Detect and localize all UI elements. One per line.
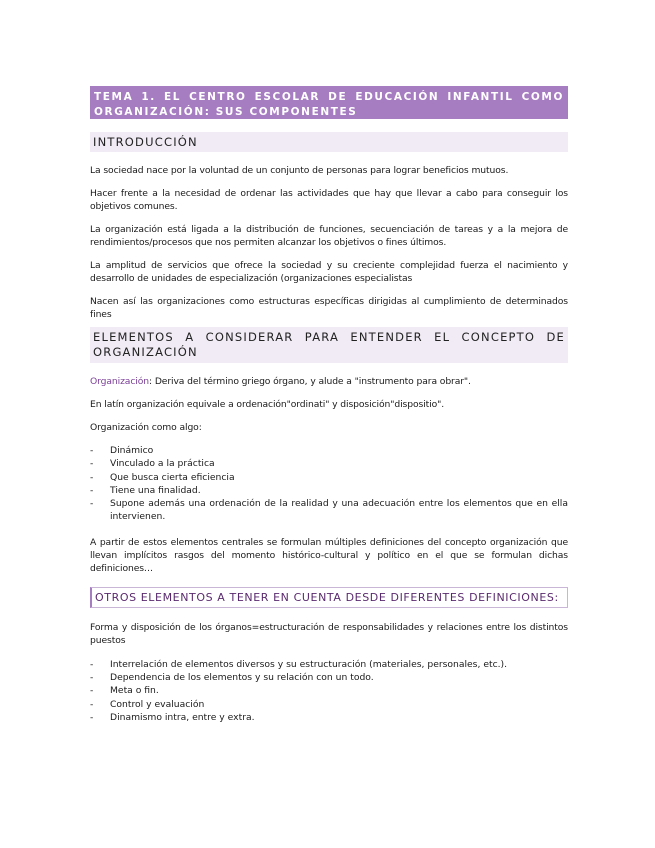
chapter-title-line2: ORGANIZACIÓN: SUS COMPONENTES [94,106,358,118]
dash-bullet: - [90,698,94,710]
organizacion-list [90,444,568,524]
page-content [90,86,568,724]
definition-paragraph [90,375,568,388]
dash-bullet: - [90,711,94,723]
list-item: - Dinamismo intra, entre y extra. [90,711,255,723]
latin-paragraph: En latín organización equivale a ordenación"ordinati" y disposición"dispositio". [90,399,445,410]
elementos-heading-line2: ORGANIZACIÓN [93,345,198,359]
closing-paragraph: A partir de estos elementos centrales se formulan múltiples definiciones del concepto organización que llevan implícitos rasgos del momento histórico-cultural y político en el que se formulan dichas definiciones… [90,536,568,574]
list-item: - Dinámico [90,445,154,456]
elementos-heading [90,327,568,363]
list-item: - Interrelación de elementos diversos y su estructuración (materiales, personales, etc.). [90,658,508,670]
intro-heading: INTRODUCCIÓN [90,132,568,152]
elementos-section [90,375,568,575]
chapter-title-line1: TEMA 1. EL CENTRO ESCOLAR DE EDUCACIÓN INFANTIL COMO [94,91,564,103]
intro-paragraph-4: La amplitud de servicios que ofrece la sociedad y su creciente complejidad fuerza el nacimiento y desarrollo de unidades de especialización (organizaciones especialistas [90,260,568,284]
definition-text: : Deriva del término griego órgano, y alude a "instrumento para obrar". [149,376,471,387]
chapter-title [90,86,568,119]
dash-bullet: - [90,471,94,483]
list-item: - Meta o fin. [90,685,159,697]
otros-section [90,621,568,724]
dash-bullet: - [90,458,94,470]
intro-paragraph-3: La organización está ligada a la distribución de funciones, secuenciación de tareas y a la mejora de rendimientos/procesos que nos permiten alcanzar los objetivos o fines últimos. [90,224,568,248]
intro-section [90,164,568,321]
dash-bullet: - [90,672,94,684]
intro-paragraph-1: La sociedad nace por la voluntad de un conjunto de personas para lograr beneficios mutuos. [90,165,509,176]
list-item: - Supone además una ordenación de la realidad y una adecuación entre los elementos que en ella intervienen. [90,498,568,523]
list-item: - Que busca cierta eficiencia [90,471,235,483]
definition-term: Organización [90,376,149,387]
elementos-heading-line1: ELEMENTOS A CONSIDERAR PARA ENTENDER EL CONCEPTO DE [93,330,565,344]
dash-bullet: - [90,685,94,697]
list-item: - Dependencia de los elementos y su relación con un todo. [90,672,374,684]
list-item: - Tiene una finalidad. [90,484,201,496]
dash-bullet: - [90,445,94,456]
dash-bullet: - [90,484,94,496]
otros-intro: Forma y disposición de los órganos=estructuración de responsabilidades y relaciones entre los distintos puestos [90,621,568,646]
list-item: - Control y evaluación [90,698,205,710]
otros-list [90,658,568,724]
intro-paragraph-5: Nacen así las organizaciones como estructuras específicas dirigidas al cumplimiento de determinados fines [90,296,568,320]
intro-paragraph-2: Hacer frente a la necesidad de ordenar las actividades que hay que llevar a cabo para conseguir los objetivos comunes. [90,188,568,212]
dash-bullet: - [90,498,94,510]
list-item: - Vinculado a la práctica [90,458,215,470]
otros-heading: OTROS ELEMENTOS A TENER EN CUENTA DESDE DIFERENTES DEFINICIONES: [90,587,568,608]
list-intro: Organización como algo: [90,422,202,433]
dash-bullet: - [90,658,94,670]
